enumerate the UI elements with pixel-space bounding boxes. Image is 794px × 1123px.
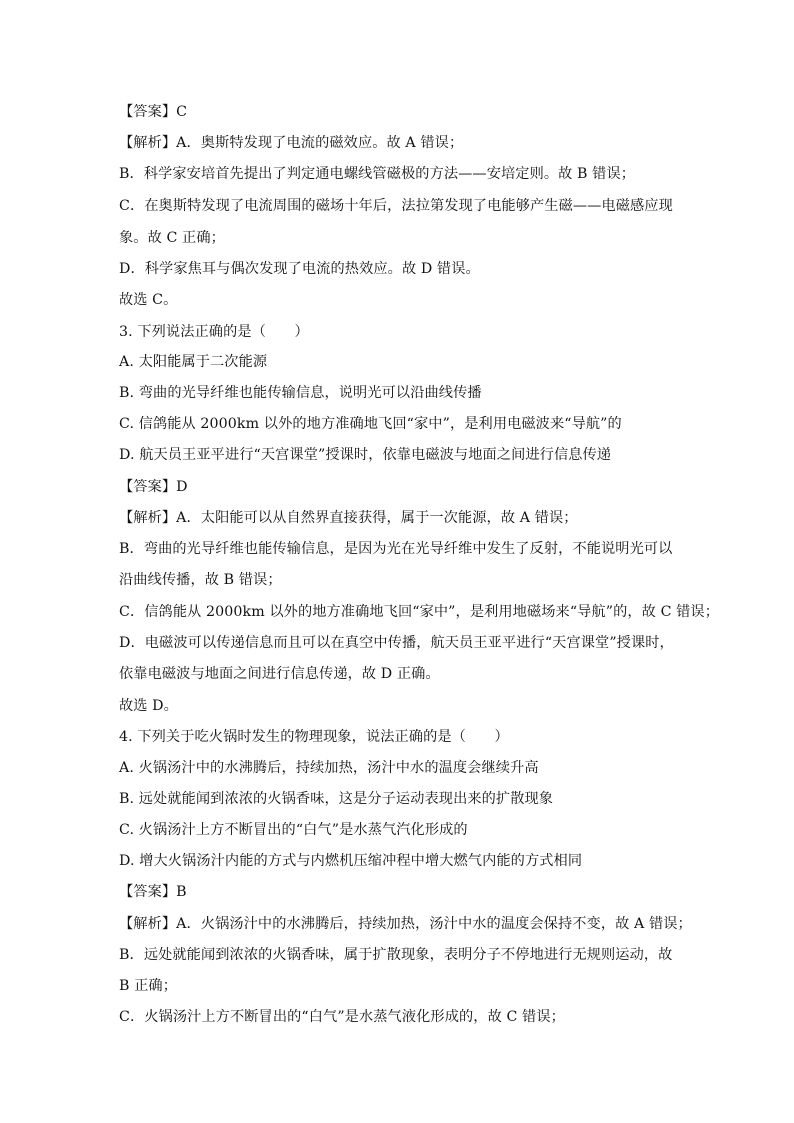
explanation-line: C．信鸽能从 2000km 以外的地方准确地飞回“家中”，是利用地磁场来“导航”的，故 C 错误； <box>119 604 720 620</box>
option-d: D. 航天员王亚平进行“天宫课堂”授课时，依靠电磁波与地面之间进行信息传递 <box>119 447 612 463</box>
option-b: B. 弯曲的光导纤维也能传输信息，说明光可以沿曲线传播 <box>119 385 482 401</box>
explanation-line: C．在奥斯特发现了电流周围的磁场十年后，法拉第发现了电能够产生磁——电磁感应现 <box>119 198 673 214</box>
explanation-line: 【解析】A．火锅汤汁中的水沸腾后，持续加热，汤汁中水的温度会保持不变，故 A 错误； <box>119 916 692 932</box>
explanation-line: 依靠电磁波与地面之间进行信息传递，故 D 正确。 <box>119 666 440 682</box>
explanation-line: B．弯曲的光导纤维也能传输信息，是因为光在光导纤维中发生了反射，不能说明光可以 <box>119 541 673 557</box>
option-b: B. 远处就能闻到浓浓的火锅香味，这是分子运动表现出来的扩散现象 <box>119 791 554 807</box>
explanation-line: C．火锅汤汁上方不断冒出的“白气”是水蒸气液化形成的，故 C 错误； <box>119 1009 565 1025</box>
question-stem: 4. 下列关于吃火锅时发生的物理现象，说法正确的是（ ） <box>119 729 509 745</box>
explanation-line: 沿曲线传播，故 B 错误； <box>119 572 282 588</box>
explanation-line: D．电磁波可以传递信息而且可以在真空中传播，航天员王亚平进行“天宫课堂”授课时， <box>119 635 674 651</box>
choice-conclusion: 故选 D。 <box>119 698 178 714</box>
answer-label: 【答案】C <box>119 104 188 120</box>
option-d: D. 增大火锅汤汁内能的方式与内燃机压缩冲程中增大燃气内能的方式相同 <box>119 853 583 869</box>
option-a: A. 太阳能属于二次能源 <box>119 354 268 370</box>
explanation-line: D．科学家焦耳与偶次发现了电流的热效应。故 D 错误。 <box>119 261 480 277</box>
explanation-line: 【解析】A．奥斯特发现了电流的磁效应。故 A 错误； <box>119 135 464 151</box>
explanation-line: 象。故 C 正确； <box>119 230 225 246</box>
answer-label: 【答案】B <box>119 884 187 900</box>
explanation-line: 【解析】A．太阳能可以从自然界直接获得，属于一次能源，故 A 错误； <box>119 510 578 526</box>
option-c: C. 信鸽能从 2000km 以外的地方准确地飞回“家中”，是利用电磁波来“导航”的 <box>119 416 622 432</box>
explanation-line: B．远处就能闻到浓浓的火锅香味，属于扩散现象，表明分子不停地进行无规则运动，故 <box>119 947 673 963</box>
option-c: C. 火锅汤汁上方不断冒出的“白气”是水蒸气汽化形成的 <box>119 822 468 838</box>
answer-label: 【答案】D <box>119 479 188 495</box>
question-stem: 3. 下列说法正确的是（ ） <box>119 324 309 340</box>
choice-conclusion: 故选 C。 <box>119 292 178 308</box>
option-a: A. 火锅汤汁中的水沸腾后，持续加热，汤汁中水的温度会继续升高 <box>119 760 539 776</box>
explanation-line: B 正确； <box>119 978 177 994</box>
explanation-line: B．科学家安培首先提出了判定通电螺线管磁极的方法——安培定则。故 B 错误； <box>119 166 636 182</box>
